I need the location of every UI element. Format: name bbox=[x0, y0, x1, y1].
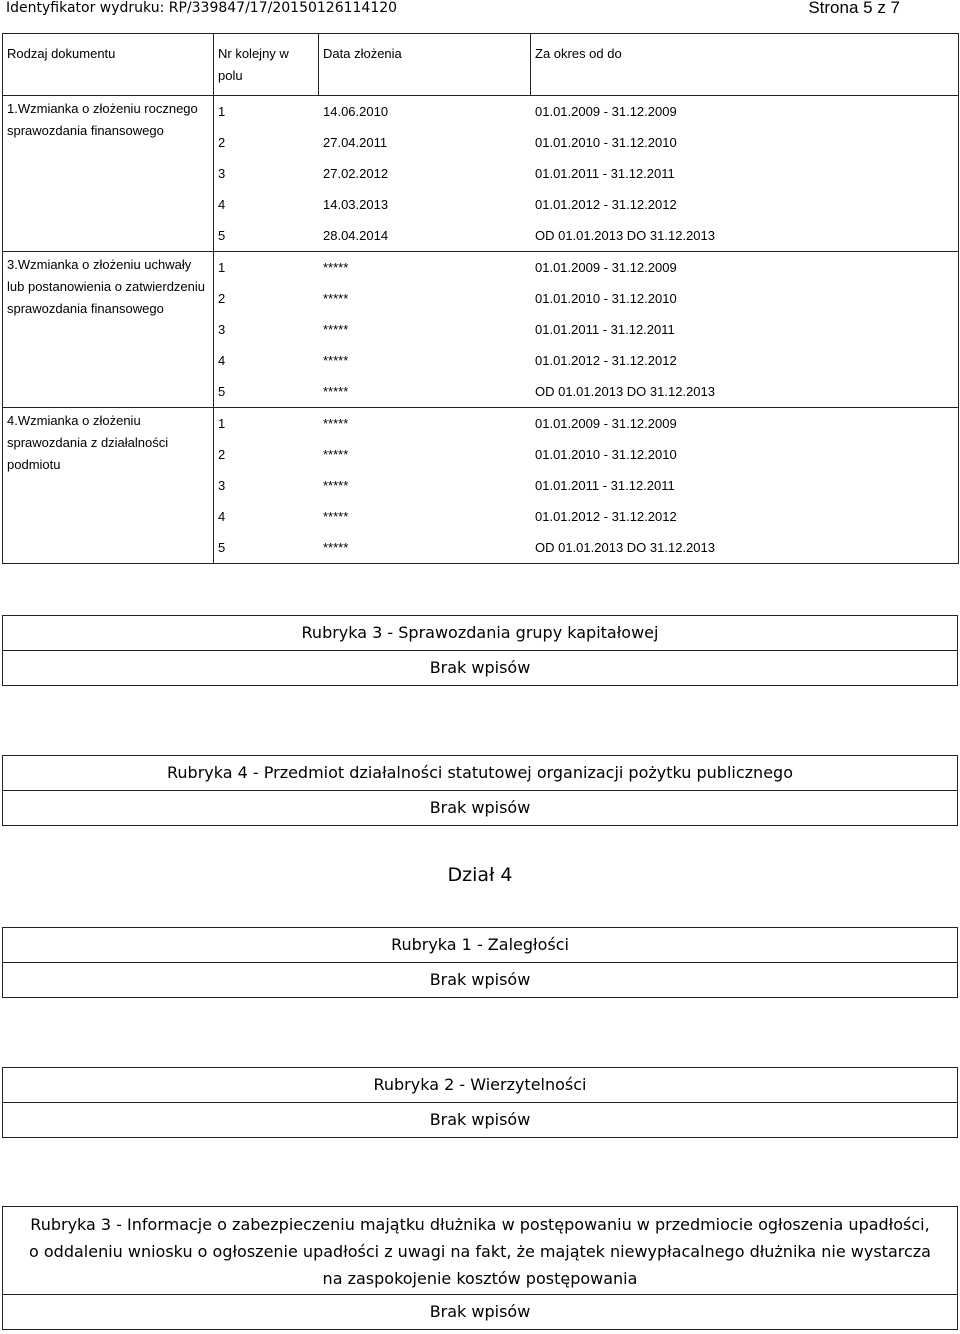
entry-date: ***** bbox=[323, 447, 349, 462]
entry-period: 01.01.2010 - 31.12.2010 bbox=[535, 291, 677, 306]
table-row bbox=[3, 408, 959, 564]
section-rubryka-3-informacje bbox=[2, 1206, 958, 1330]
entry-date: 28.04.2014 bbox=[323, 228, 389, 243]
entry-number: 1 bbox=[218, 104, 226, 119]
entry-period: OD 01.01.2013 DO 31.12.2013 bbox=[535, 228, 715, 243]
section-value: Brak wpisów bbox=[429, 658, 531, 677]
entry-period: 01.01.2010 - 31.12.2010 bbox=[535, 447, 677, 462]
column-header: Nr kolejny w polu bbox=[214, 34, 319, 96]
entry-period: 01.01.2012 - 31.12.2012 bbox=[535, 353, 677, 368]
entries-cell bbox=[214, 96, 959, 252]
section-rubryka-2-wierzytelnosci bbox=[2, 1067, 958, 1138]
entry-date: ***** bbox=[323, 260, 349, 275]
entry-row bbox=[214, 283, 959, 314]
entry-period: 01.01.2011 - 31.12.2011 bbox=[535, 166, 675, 181]
entry-number: 4 bbox=[218, 353, 226, 368]
entry-number: 4 bbox=[218, 197, 226, 212]
entry-date: ***** bbox=[323, 416, 349, 431]
column-header: Za okres od do bbox=[531, 34, 959, 96]
entry-date: ***** bbox=[323, 509, 349, 524]
table-row bbox=[3, 252, 959, 408]
entry-number: 1 bbox=[218, 260, 226, 275]
entry-period: 01.01.2010 - 31.12.2010 bbox=[535, 135, 677, 150]
entry-number: 3 bbox=[218, 166, 226, 181]
entry-period: 01.01.2009 - 31.12.2009 bbox=[535, 416, 677, 431]
entry-date: 27.02.2012 bbox=[323, 166, 389, 181]
section-title: Rubryka 3 - Sprawozdania grupy kapitałowej bbox=[3, 616, 957, 651]
entry-period: 01.01.2011 - 31.12.2011 bbox=[535, 322, 675, 337]
table-header-row bbox=[3, 34, 959, 96]
entry-date: ***** bbox=[323, 353, 349, 368]
entry-date: ***** bbox=[323, 478, 349, 493]
entry-row bbox=[214, 408, 959, 439]
entry-row bbox=[214, 501, 959, 532]
entry-row bbox=[214, 345, 959, 376]
entry-date: ***** bbox=[323, 540, 349, 555]
entry-row bbox=[214, 314, 959, 345]
entries-list bbox=[214, 96, 959, 251]
section-value: Brak wpisów bbox=[429, 1110, 531, 1129]
entry-period: 01.01.2009 - 31.12.2009 bbox=[535, 260, 677, 275]
document-type: 3.Wzmianka o złożeniu uchwały lub postanowienia o zatwierdzeniu sprawozdania finansowego bbox=[3, 252, 214, 408]
section-title: Rubryka 1 - Zaległości bbox=[3, 928, 957, 963]
section-value: Brak wpisów bbox=[429, 1302, 531, 1321]
entry-date: 14.06.2010 bbox=[323, 104, 389, 119]
column-header: Data złożenia bbox=[319, 34, 531, 96]
entry-number: 5 bbox=[218, 540, 226, 555]
entry-row bbox=[214, 189, 959, 220]
entry-number: 3 bbox=[218, 478, 226, 493]
entries-cell bbox=[214, 408, 959, 564]
entry-period: 01.01.2009 - 31.12.2009 bbox=[535, 104, 677, 119]
print-identifier: Identyfikator wydruku: RP/339847/17/20150126114120 bbox=[6, 0, 398, 16]
section-rubryka-4-przedmiot bbox=[2, 755, 958, 826]
entry-row bbox=[214, 439, 959, 470]
entry-date: 27.04.2011 bbox=[323, 135, 388, 150]
entries-cell bbox=[214, 252, 959, 408]
entry-period: 01.01.2011 - 31.12.2011 bbox=[535, 478, 675, 493]
entry-date: ***** bbox=[323, 322, 349, 337]
section-title: Rubryka 2 - Wierzytelności bbox=[3, 1068, 957, 1103]
entry-row bbox=[214, 470, 959, 501]
section-title: Rubryka 3 - Informacje o zabezpieczeniu majątku dłużnika w postępowaniu w przedmiocie ogłoszenia upadłości, o oddaleniu wniosku o ogłoszenie upadłości z uwagi na fakt, że majątek niewypłacalnego dłużnika nie wystarcza na zaspokojenie kosztów postępowania bbox=[3, 1207, 957, 1295]
section-rubryka-1-zaleglosci bbox=[2, 927, 958, 998]
entry-period: OD 01.01.2013 DO 31.12.2013 bbox=[535, 384, 715, 399]
entry-row bbox=[214, 220, 959, 251]
dzial-heading: Dział 4 bbox=[447, 864, 513, 886]
entry-date: ***** bbox=[323, 384, 349, 399]
entry-number: 4 bbox=[218, 509, 226, 524]
entry-row bbox=[214, 158, 959, 189]
document-type: 1.Wzmianka o złożeniu rocznego sprawozdania finansowego bbox=[3, 96, 214, 252]
page-number: Strona 5 z 7 bbox=[808, 0, 900, 17]
entry-number: 3 bbox=[218, 322, 226, 337]
entry-number: 5 bbox=[218, 384, 226, 399]
document-type: 4.Wzmianka o złożeniu sprawozdania z działalności podmiotu bbox=[3, 408, 214, 564]
table-row bbox=[3, 96, 959, 252]
entry-period: OD 01.01.2013 DO 31.12.2013 bbox=[535, 540, 715, 555]
entry-number: 1 bbox=[218, 416, 226, 431]
entries-list bbox=[214, 252, 959, 407]
entry-period: 01.01.2012 - 31.12.2012 bbox=[535, 197, 677, 212]
entry-number: 5 bbox=[218, 228, 226, 243]
entry-number: 2 bbox=[218, 291, 226, 306]
entry-row bbox=[214, 376, 959, 407]
entry-period: 01.01.2012 - 31.12.2012 bbox=[535, 509, 677, 524]
entry-row bbox=[214, 532, 959, 563]
section-value: Brak wpisów bbox=[429, 970, 531, 989]
documents-table bbox=[2, 33, 959, 564]
column-header: Rodzaj dokumentu bbox=[3, 34, 214, 96]
section-title: Rubryka 4 - Przedmiot działalności statutowej organizacji pożytku publicznego bbox=[3, 756, 957, 791]
entry-number: 2 bbox=[218, 447, 226, 462]
entry-row bbox=[214, 96, 959, 127]
section-value: Brak wpisów bbox=[429, 798, 531, 817]
entry-date: ***** bbox=[323, 291, 349, 306]
section-rubryka-3-grupy bbox=[2, 615, 958, 686]
entry-number: 2 bbox=[218, 135, 226, 150]
entry-row bbox=[214, 127, 959, 158]
entries-list bbox=[214, 408, 959, 563]
entry-row bbox=[214, 252, 959, 283]
entry-date: 14.03.2013 bbox=[323, 197, 389, 212]
